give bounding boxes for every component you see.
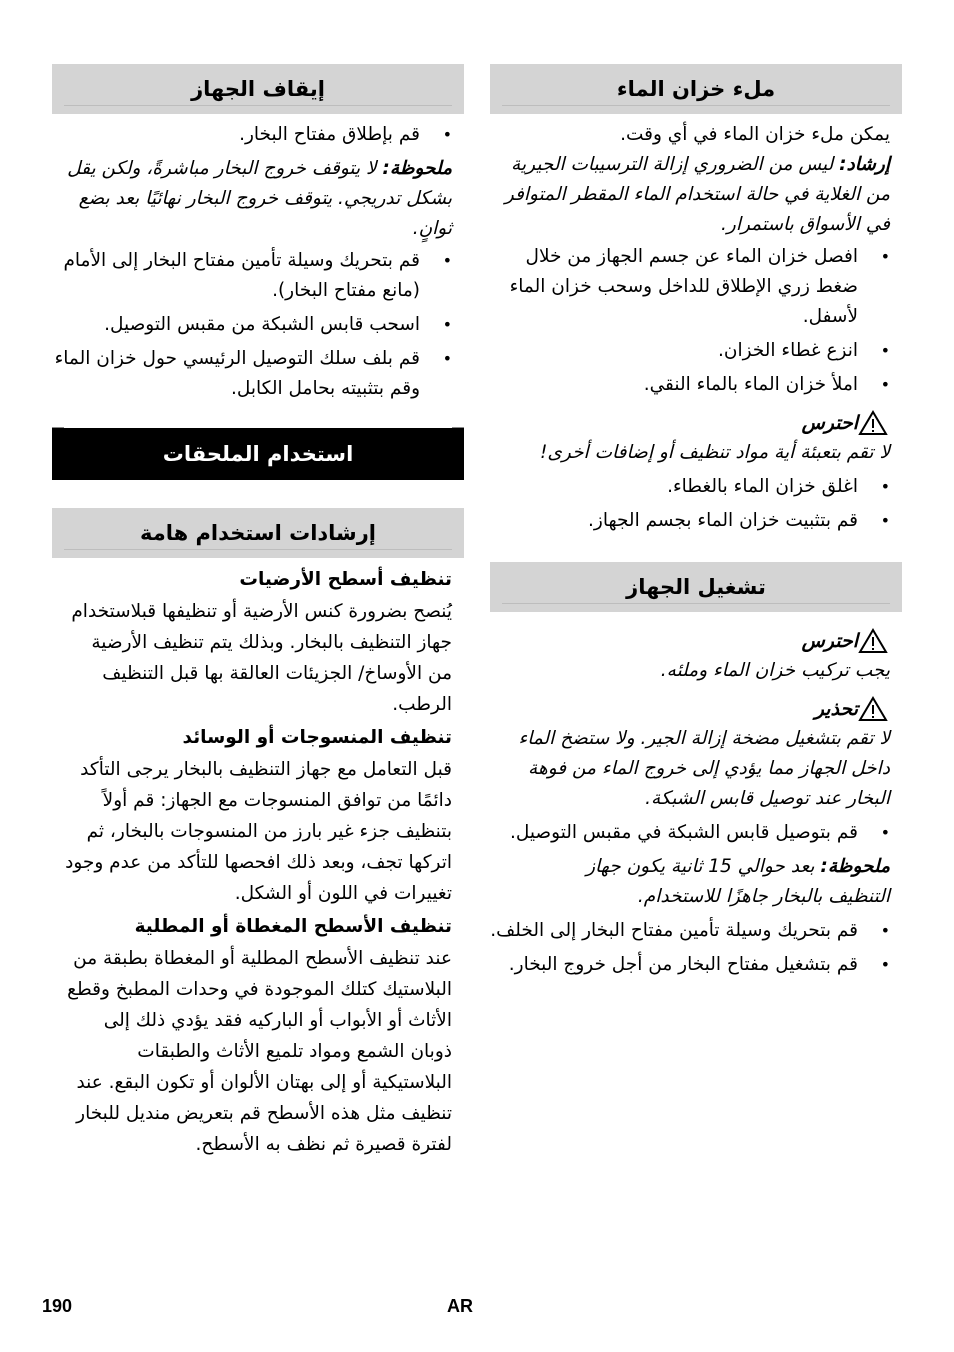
warning-triangle-icon [858,696,888,722]
accessories-header [52,428,464,480]
note-label: ملحوظة: [382,158,452,179]
list-item: • قم بتشغيل مفتاح البخار من أجل خروج البخار. [490,950,902,980]
textile-subtitle: تنظيف المنسوجات أو الوسائد [182,727,452,748]
switch-off-steps [52,120,464,150]
fill-tank-steps-2 [490,472,902,536]
floor-subtitle: تنظيف أسطح الأرضيات [239,569,452,590]
caution-text: يجب تركيب خزان الماء وملئه. [660,660,890,681]
hint-text: ليس من الضروري إزالة الترسيبات الجيرية من الغلاية في حالة استخدام الماء المقطر المتوافر في الأسواق باستمرار. [504,154,890,235]
caution-title: احترس [801,412,858,434]
switch-off-title: إيقاف الجهاز [191,77,325,101]
coated-subtitle: تنظيف الأسطح المغطاة أو المطلية [134,916,452,937]
caution-text: لا تقم بتعبئة أية مواد تنظيف أو إضافات أخرى! [540,442,890,463]
warning-title: تحذير [814,698,858,720]
switch-off-steps-2 [52,246,464,404]
fill-tank-caution-heading [490,408,902,438]
page-number: 190 [42,1296,73,1316]
operate-caution-heading [490,626,902,656]
fill-tank-title: ملء خزان الماء [616,77,776,101]
language-code: AR [447,1296,473,1316]
list-item: • قم بتثبيت خزان الماء بجسم الجهاز. [490,506,902,536]
list-item: • اغلق خزان الماء بالغطاء. [490,472,902,502]
fill-tank-intro: يمكن ملء خزان الماء في أي وقت. [620,124,890,145]
important-section [52,564,464,1160]
floor-text: يُنصح بضرورة كنس الأرضية أو تنظيفها قبلاستخدام جهاز التنظيف بالبخار. وبذلك يتم تنظيف الأرضية من الأوساخ/ الجزيئات العالقة بها قبل التنظيف الرطب. [71,601,452,715]
list-item: • اسحب قابس الشبكة من مقبس التوصيل. [52,310,464,340]
switch-off-note [52,154,464,244]
list-item: • قم بتوصيل قابس الشبكة في مقبس التوصيل. [490,818,902,848]
accessories-title: استخدام الملحقات [162,442,354,466]
right-column [490,64,902,984]
operate-section [490,626,902,980]
caution-title: احترس [801,630,858,652]
important-title: إرشادات استخدام هامة [140,521,376,545]
warning-text: لا تقم بتشغيل مضخة إزالة الجير. ولا ستضخ الماء داخل الجهاز مما يؤدي إلى خروج الماء من فوهة البخار عند توصيل قابس الشبكة. [518,728,890,809]
left-column [52,64,464,1160]
fill-tank-hint [490,150,902,240]
hint-label: إرشاد: [839,154,890,175]
list-item: • انزع غطاء الخزان. [490,336,902,366]
operate-warning-heading [490,694,902,724]
note-label: ملحوظة: [820,856,890,877]
textile-text: قبل التعامل مع جهاز التنظيف بالبخار يرجى التأكد دائمًا من توافق المنسوجات مع الجهاز: قم أولاً بتنظيف جزء غير بارز من المنسوجات بالبخار، ثم اتركها تجف، وبعد ذلك افحصها للتأكد من عدم وجود تغييرات في اللون أو الشكل. [65,759,452,904]
list-item: • قم بلف سلك التوصيل الرئيسي حول خزان الماء وقم بتثبيته بحامل الكابل. [52,344,464,404]
list-item: • افصل خزان الماء عن جسم الجهاز من خلال ضغط زري الإطلاق للداخل وسحب خزان الماء لأسفل. [490,242,902,332]
switch-off-section [52,120,464,404]
operate-note [490,852,902,912]
operate-steps-2 [490,916,902,980]
operate-steps [490,818,902,848]
list-item: • قم بتحريك وسيلة تأمين مفتاح البخار إلى الأمام (مانع مفتاح البخار). [52,246,464,306]
operate-header [490,562,902,612]
list-item: • املأ خزان الماء بالماء النقي. [490,370,902,400]
operate-title: تشغيل الجهاز [626,575,766,599]
fill-tank-header [490,64,902,114]
important-header [52,508,464,558]
list-item: • قم بإطلاق مفتاح البخار. [52,120,464,150]
switch-off-header [52,64,464,114]
coated-text: عند تنظيف الأسطح المطلية أو المغطاة بطبقة من البلاستيك كتلك الموجودة في وحدات المطبخ وقطع الأثاث أو الأبواب أو الباركيه فقد يؤدي ذلك إلى ذوبان الشمع ومواد تلميع الأثاث والطبقات البلاستيكية أو إلى بهتان الألوان أو تكون البقع. عند تنظيف مثل هذه الأسطح قم بتعريض منديل للبخار لفترة قصيرة ثم نظف به الأسطح. [67,948,452,1155]
note-text: لا يتوقف خروج البخار مباشرةً، ولكن يقل بشكل تدريجي. يتوقف خروج البخار نهائيًا بعد بضع ثوانٍ. [67,158,452,239]
list-item: • قم بتحريك وسيلة تأمين مفتاح البخار إلى الخلف. [490,916,902,946]
fill-tank-section [490,120,902,536]
fill-tank-steps [490,242,902,400]
note-text: بعد حوالي 15 ثانية يكون جهاز التنظيف بالبخار جاهزًا للاستخدام. [586,856,890,907]
warning-triangle-icon [858,410,888,436]
warning-triangle-icon [858,628,888,654]
